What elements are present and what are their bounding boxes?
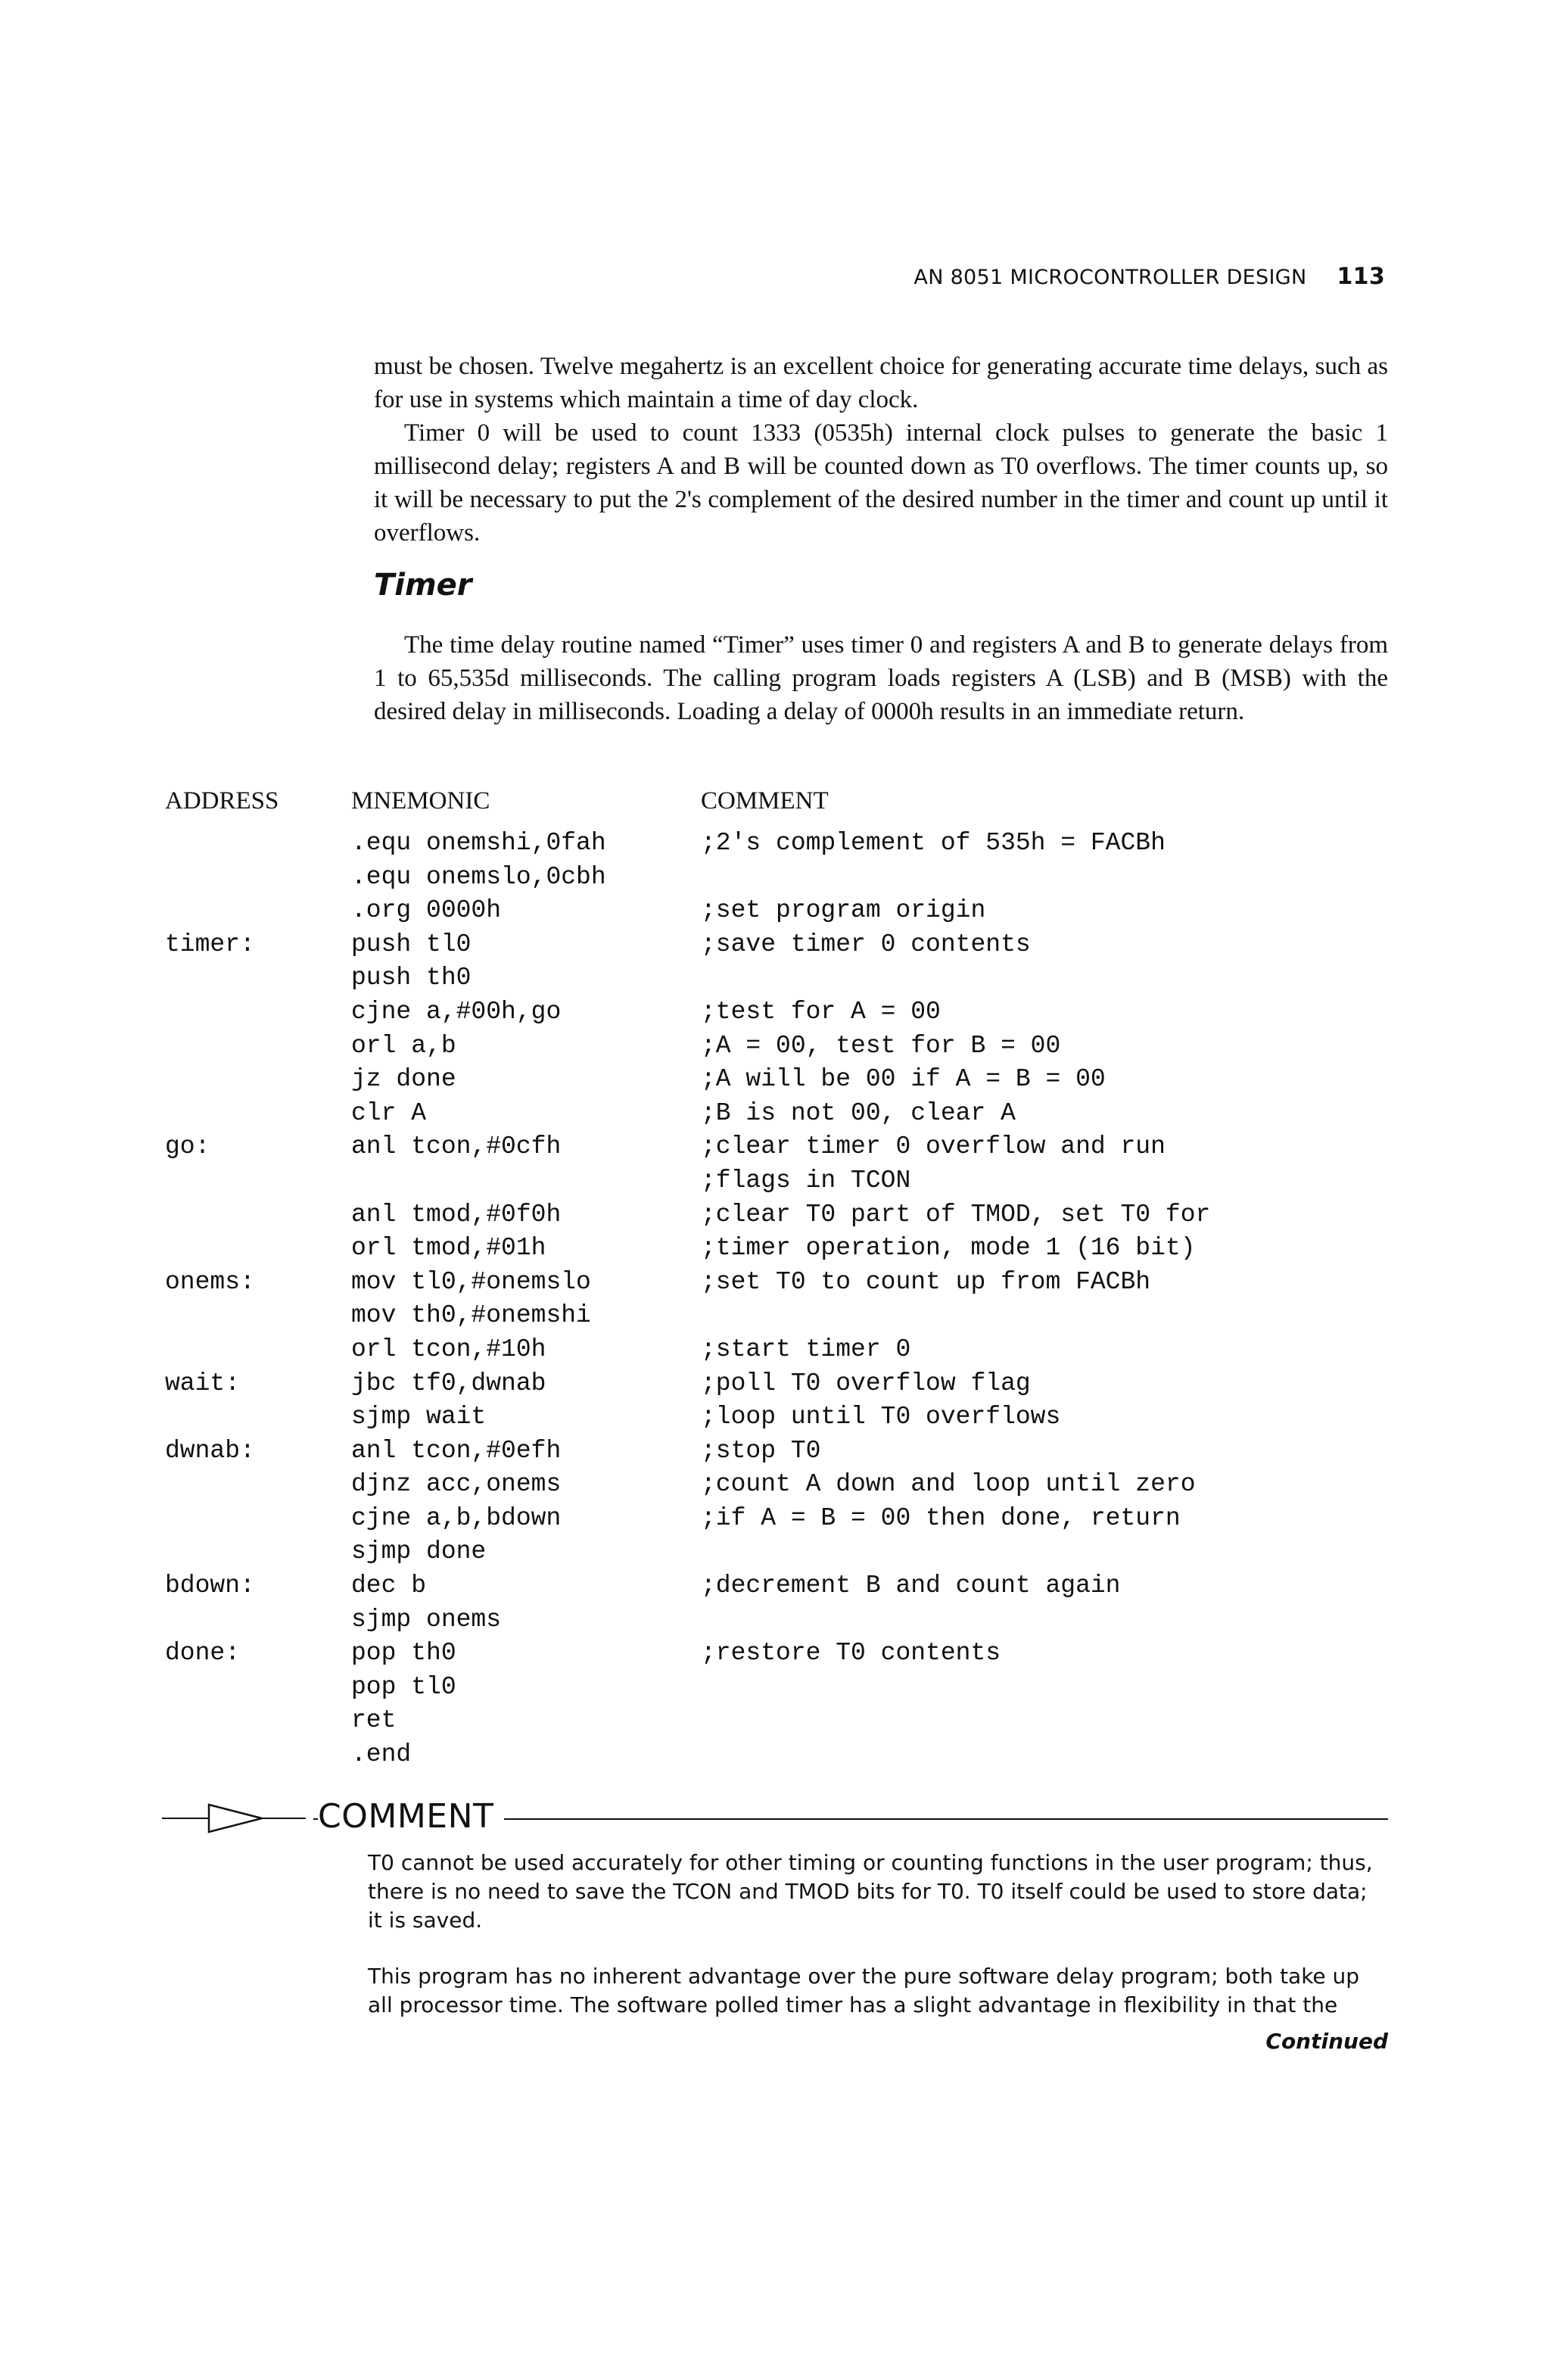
- running-header: [833, 263, 1385, 290]
- code-address: onems:: [165, 1267, 255, 1296]
- code-comment: ;test for A = 00: [701, 997, 941, 1026]
- code-comment: ;2's complement of 535h = FACBh: [701, 829, 1166, 857]
- code-row: [0, 1266, 1550, 1300]
- code-comment: ;count A down and loop until zero: [701, 1470, 1196, 1499]
- code-comment: ;clear timer 0 overflow and run: [701, 1132, 1166, 1161]
- code-mnemonic: pop tl0: [351, 1672, 456, 1701]
- code-row: [0, 1637, 1550, 1671]
- column-header-comment: COMMENT: [701, 787, 829, 815]
- code-row: [0, 1535, 1550, 1569]
- code-mnemonic: orl tcon,#10h: [351, 1335, 546, 1363]
- code-row: [0, 1738, 1550, 1772]
- code-mnemonic: .end: [351, 1740, 412, 1769]
- comment-paragraph-1: T0 cannot be used accurately for other timing or counting functions in the user program; thus, there is no need to save the TCON and TMOD bits for T0. T0 itself could be used to store data; it is saved.: [368, 1850, 1373, 1933]
- code-comment: ;restore T0 contents: [701, 1639, 1001, 1668]
- code-mnemonic: mov tl0,#onemslo: [351, 1267, 591, 1296]
- code-row: [0, 1367, 1550, 1401]
- section-heading: Timer: [374, 568, 472, 603]
- code-comment: ;B is not 00, clear A: [701, 1098, 1016, 1127]
- code-row: [0, 827, 1550, 861]
- code-row: [0, 1097, 1550, 1131]
- code-comment: ;poll T0 overflow flag: [701, 1369, 1031, 1397]
- code-row: [0, 1299, 1550, 1333]
- code-mnemonic: push tl0: [351, 930, 472, 958]
- code-mnemonic: orl a,b: [351, 1031, 456, 1060]
- code-mnemonic: djnz acc,onems: [351, 1470, 562, 1499]
- code-mnemonic: mov th0,#onemshi: [351, 1301, 591, 1330]
- column-header-mnemonic: MNEMONIC: [351, 787, 490, 815]
- code-row: [0, 995, 1550, 1030]
- code-row: [0, 861, 1550, 895]
- code-row: [0, 1704, 1550, 1738]
- code-row: [0, 1198, 1550, 1232]
- page-number: 113: [1337, 263, 1385, 290]
- code-mnemonic: jbc tf0,dwnab: [351, 1369, 546, 1397]
- code-address: dwnab:: [165, 1436, 255, 1465]
- code-row: [0, 1030, 1550, 1064]
- comment-title: COMMENT: [318, 1797, 504, 1836]
- code-address: wait:: [165, 1369, 241, 1397]
- code-mnemonic: .equ onemslo,0cbh: [351, 862, 606, 891]
- code-row: [0, 1063, 1550, 1097]
- code-comment: ;clear T0 part of TMOD, set T0 for: [701, 1200, 1211, 1229]
- code-row: [0, 1671, 1550, 1705]
- code-row: [0, 1232, 1550, 1266]
- code-mnemonic: orl tmod,#01h: [351, 1234, 546, 1263]
- code-mnemonic: anl tmod,#0f0h: [351, 1200, 562, 1229]
- code-mnemonic: dec b: [351, 1572, 427, 1600]
- code-mnemonic: anl tcon,#0efh: [351, 1436, 562, 1465]
- code-row: [0, 928, 1550, 962]
- code-row: [0, 1435, 1550, 1469]
- code-mnemonic: .equ onemshi,0fah: [351, 829, 606, 857]
- code-comment: ;save timer 0 contents: [701, 930, 1031, 958]
- comment-paragraph-2: This program has no inherent advantage over the pure software delay program; both take up all processor time. The software polled timer has a slight advantage in flexibility in that the: [368, 1964, 1360, 2017]
- code-row: [0, 1502, 1550, 1536]
- code-row: [0, 1569, 1550, 1603]
- code-mnemonic: sjmp onems: [351, 1605, 502, 1634]
- code-mnemonic: .org 0000h: [351, 896, 502, 925]
- code-mnemonic: cjne a,#00h,go: [351, 997, 562, 1026]
- code-mnemonic: push th0: [351, 964, 472, 992]
- code-row: [0, 961, 1550, 995]
- code-comment: ;flags in TCON: [701, 1166, 911, 1195]
- arrow-icon: [162, 1802, 313, 1835]
- code-mnemonic: cjne a,b,bdown: [351, 1503, 562, 1532]
- code-comment: ;start timer 0: [701, 1335, 911, 1363]
- running-header-title: AN 8051 MICROCONTROLLER DESIGN: [914, 266, 1307, 289]
- code-row: [0, 1400, 1550, 1435]
- body-paragraph-2: Timer 0 will be used to count 1333 (0535h) internal clock pulses to generate the basic 1 millisecond delay; registers A and B will be counted down as T0 overflows. The timer counts up, so it will be necessary to put the 2's complement of the desired number in the timer and count up until it overflows.: [374, 419, 1388, 547]
- body-paragraph-1: must be chosen. Twelve megahertz is an excellent choice for generating accurate time delays, such as for use in systems which maintain a time of day clock.: [374, 353, 1388, 413]
- code-comment: ;decrement B and count again: [701, 1572, 1121, 1600]
- column-header-address: ADDRESS: [165, 787, 279, 815]
- code-comment: ;set T0 to count up from FACBh: [701, 1267, 1151, 1296]
- continued-label: Continued: [1265, 2029, 1388, 2054]
- code-mnemonic: clr A: [351, 1098, 427, 1127]
- code-mnemonic: sjmp done: [351, 1537, 487, 1566]
- code-row: [0, 1130, 1550, 1164]
- code-address: done:: [165, 1639, 241, 1668]
- code-comment: ;timer operation, mode 1 (16 bit): [701, 1234, 1196, 1263]
- code-listing: [0, 827, 1550, 1772]
- body-paragraph-3: The time delay routine named “Timer” uses timer 0 and registers A and B to generate delays from 1 to 65,535d milliseconds. The calling program loads registers A (LSB) and B (MSB) with the desired delay in milliseconds. Loading a delay of 0000h results in an immediate return.: [374, 631, 1388, 725]
- code-row: [0, 1468, 1550, 1502]
- code-address: go:: [165, 1132, 210, 1161]
- code-address: bdown:: [165, 1572, 255, 1600]
- comment-box-header: [162, 1797, 1388, 1836]
- code-comment: ;if A = B = 00 then done, return: [701, 1503, 1181, 1532]
- code-mnemonic: ret: [351, 1706, 397, 1735]
- code-row: [0, 1164, 1550, 1198]
- code-mnemonic: sjmp wait: [351, 1403, 487, 1431]
- code-row: [0, 1603, 1550, 1637]
- code-row: [0, 1333, 1550, 1367]
- code-comment: ;set program origin: [701, 896, 986, 925]
- code-comment: ;A will be 00 if A = B = 00: [701, 1065, 1106, 1094]
- code-row: [0, 894, 1550, 928]
- code-mnemonic: pop th0: [351, 1639, 456, 1668]
- code-comment: ;stop T0: [701, 1436, 821, 1465]
- code-comment: ;A = 00, test for B = 00: [701, 1031, 1061, 1060]
- code-mnemonic: anl tcon,#0cfh: [351, 1132, 562, 1161]
- code-comment: ;loop until T0 overflows: [701, 1403, 1061, 1431]
- code-mnemonic: jz done: [351, 1065, 456, 1094]
- code-address: timer:: [165, 930, 255, 958]
